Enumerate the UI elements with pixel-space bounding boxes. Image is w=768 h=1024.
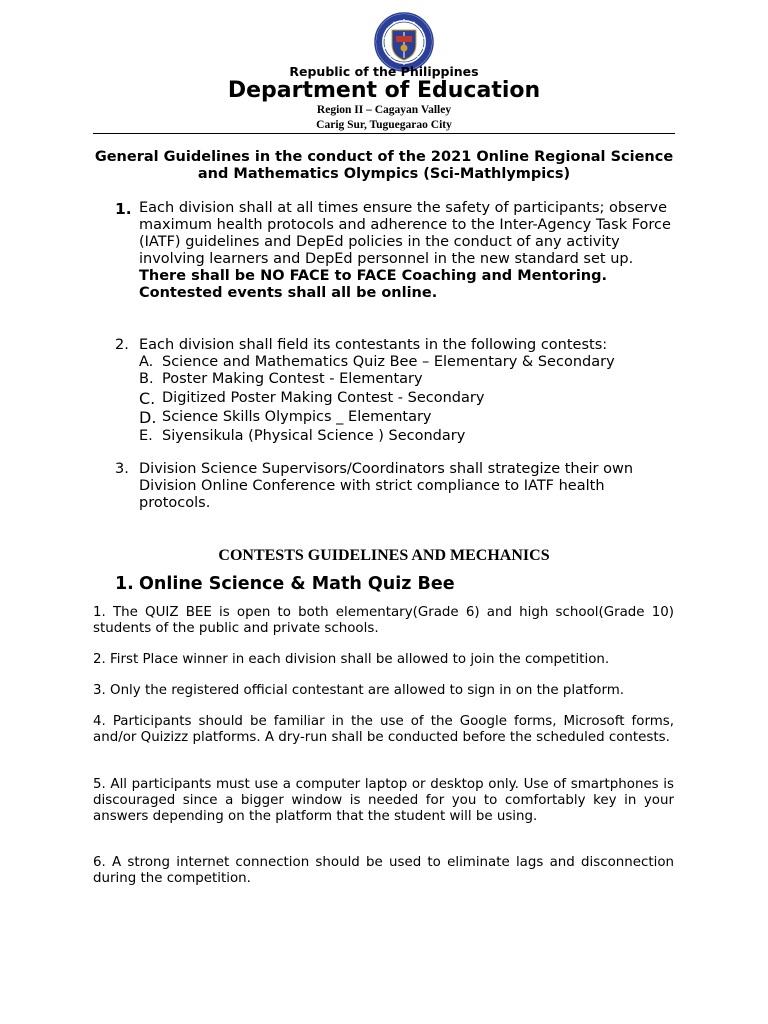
contest-name: Digitized Poster Making Contest - Secondary — [162, 390, 485, 406]
contest-name: Siyensikula (Physical Science ) Secondary — [162, 428, 466, 444]
contest-letter: E. — [139, 428, 153, 444]
section-item-label: Online Science & Math Quiz Bee — [139, 574, 455, 594]
section-item-title — [115, 574, 455, 594]
deped-seal-logo — [374, 12, 434, 72]
rule-paragraph-2: 2. First Place winner in each division shall be allowed to join the competition. — [93, 652, 610, 667]
guideline-text — [139, 337, 680, 445]
guideline-bold-notice: There shall be NO FACE to FACE Coaching and Mentoring. Contested events shall all be online. — [139, 268, 608, 301]
contest-letter: D. — [139, 408, 157, 427]
guideline-text: Division Science Supervisors/Coordinators shall strategize their own Division Online Conference with strict compliance to IATF health protocols. — [139, 461, 634, 511]
department-title: Department of Education — [227, 78, 541, 103]
rule-paragraph-5: 5. All participants must use a computer laptop or desktop only. Use of smartphones is discouraged since a bigger window is needed for you to comfortably key in your answers depending on the platform that the student will be using. — [93, 777, 674, 824]
guideline-item-1 — [115, 200, 680, 302]
rule-paragraph-4: 4. Participants should be familiar in the use of the Google forms, Microsoft forms, and/or Quizizz platforms. A dry-run shall be conducted before the scheduled contests. — [93, 714, 674, 745]
contest-name: Poster Making Contest - Elementary — [162, 371, 423, 387]
guideline-text — [139, 200, 680, 302]
header-divider — [93, 133, 675, 134]
document-title: General Guidelines in the conduct of the 2021 Online Regional Science and Mathematics Olympics (Sci-Mathlympics) — [94, 149, 674, 182]
guideline-item-3 — [115, 461, 680, 512]
rule-paragraph-1: 1. The QUIZ BEE is open to both elementary(Grade 6) and high school(Grade 10) students of the public and private schools. — [93, 605, 674, 636]
guideline-number: 2. — [115, 337, 129, 353]
region-label: Region II – Cagayan Valley — [316, 104, 452, 116]
contest-item-d — [139, 409, 680, 426]
contest-name: Science Skills Olympics _ Elementary — [162, 409, 432, 425]
address-label: Carig Sur, Tuguegarao City — [316, 119, 452, 131]
contest-letter: A. — [139, 354, 154, 370]
guideline-body: Each division shall at all times ensure the safety of participants; observe maximum health protocols and adherence to the Inter-Agency Task Force (IATF) guidelines and DepEd policies in the conduct of any activity involving learners and DepEd personnel in the new standard set up. — [139, 200, 671, 267]
contest-item-b — [139, 371, 680, 388]
section-heading: CONTESTS GUIDELINES AND MECHANICS — [218, 547, 550, 564]
contest-name: Science and Mathematics Quiz Bee – Elementary & Secondary — [162, 354, 615, 370]
contest-letter: C. — [139, 389, 156, 408]
guideline-number: 3. — [115, 461, 129, 477]
guideline-item-2 — [115, 337, 680, 445]
contest-letter: B. — [139, 371, 154, 387]
contest-item-e — [139, 428, 680, 445]
rule-paragraph-3: 3. Only the registered official contestant are allowed to sign in on the platform. — [93, 683, 625, 698]
section-item-number: 1. — [115, 574, 134, 594]
contest-item-c — [139, 390, 680, 407]
contest-item-a — [139, 354, 680, 371]
guideline-number: 1. — [115, 200, 132, 218]
republic-label: Republic of the Philippines — [289, 64, 479, 79]
rule-paragraph-6: 6. A strong internet connection should be used to eliminate lags and disconnection during the competition. — [93, 855, 674, 886]
guideline-body: Each division shall field its contestants in the following contests: — [139, 337, 608, 353]
